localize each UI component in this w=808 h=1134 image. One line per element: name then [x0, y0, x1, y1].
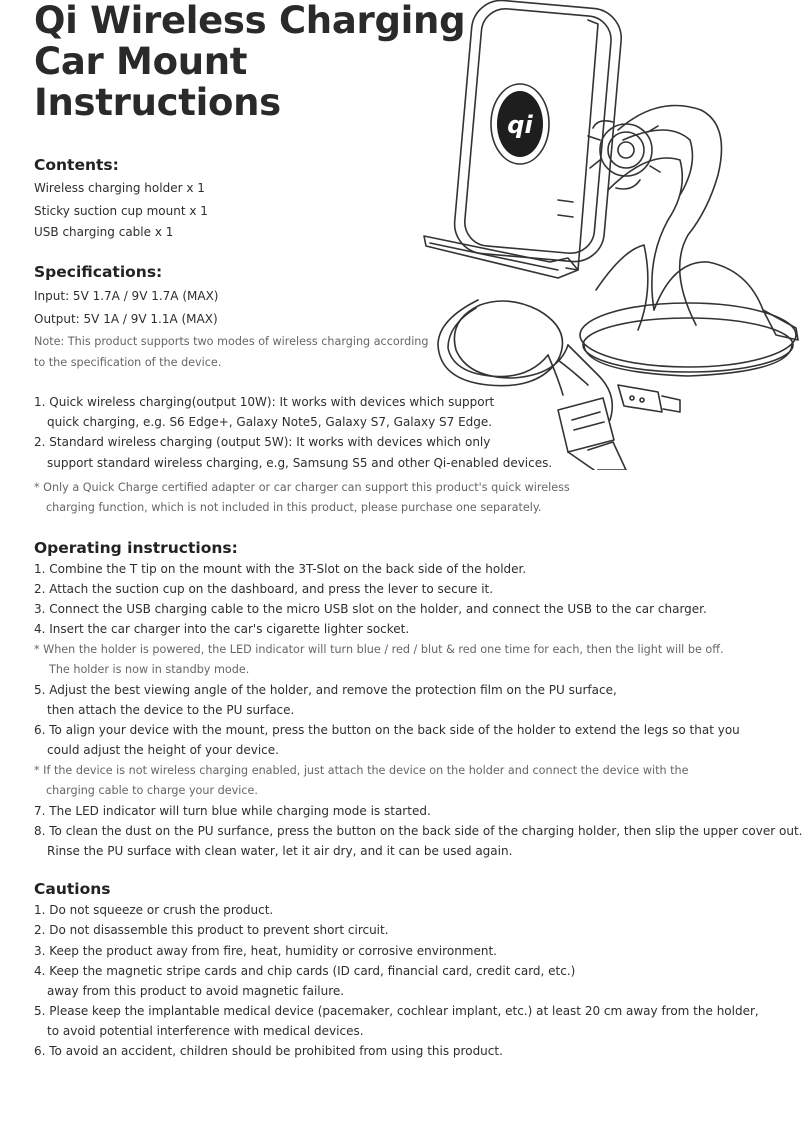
spec-note: Note: This product supports two modes of wireless charging according [34, 335, 429, 348]
spec-mode-2: 2. Standard wireless charging (output 5W): It works with devices which only [34, 435, 491, 449]
caution-item: 4. Keep the magnetic stripe cards and chip cards (ID card, financial card, credit card, etc.) [34, 964, 576, 978]
micro-usb-plug [618, 385, 680, 412]
operating-step-cont: then attach the device to the PU surface. [47, 703, 295, 717]
specifications-heading: Specifications: [34, 263, 163, 281]
spec-mode-1-cont: quick charging, e.g. S6 Edge+, Galaxy Note5, Galaxy S7, Galaxy S7 Edge. [47, 415, 493, 429]
contents-item: Wireless charging holder x 1 [34, 181, 205, 195]
qi-logo-text: qi [507, 111, 533, 139]
operating-step-cont: could adjust the height of your device. [47, 743, 279, 757]
caution-item: 6. To avoid an accident, children should be prohibited from using this product. [34, 1044, 503, 1058]
operating-heading: Operating instructions: [34, 539, 238, 557]
operating-step-cont: Rinse the PU surface with clean water, let it air dry, and it can be used again. [47, 844, 513, 858]
operating-step: 6. To align your device with the mount, press the button on the back side of the holder to extend the legs so that you [34, 723, 740, 737]
spec-mode-2-cont: support standard wireless charging, e.g, Samsung S5 and other Qi-enabled devices. [47, 456, 553, 470]
operating-step: 3. Connect the USB charging cable to the micro USB slot on the holder, and connect the USB to the car charger. [34, 602, 707, 616]
caution-item: 5. Please keep the implantable medical device (pacemaker, cochlear implant, etc.) at least 20 cm away from the holder, [34, 1004, 759, 1018]
caution-item-cont: to avoid potential interference with medical devices. [47, 1024, 364, 1038]
operating-step: 5. Adjust the best viewing angle of the holder, and remove the protection film on the PU surface, [34, 683, 617, 697]
operating-note-cont: charging cable to charge your device. [46, 784, 258, 797]
operating-note: * When the holder is powered, the LED indicator will turn blue / red / blut & red one time for each, then the light will be off. [34, 643, 724, 656]
operating-note: * If the device is not wireless charging enabled, just attach the device on the holder and connect the device with the [34, 764, 689, 777]
operating-step: 1. Combine the T tip on the mount with the 3T-Slot on the back side of the holder. [34, 562, 527, 576]
operating-step: 2. Attach the suction cup on the dashboard, and press the lever to secure it. [34, 582, 494, 596]
caution-item: 1. Do not squeeze or crush the product. [34, 903, 274, 917]
suction-cup-base [580, 303, 798, 376]
mount-arm [596, 106, 763, 331]
qi-logo-icon [491, 84, 549, 164]
operating-step: 7. The LED indicator will turn blue while charging mode is started. [34, 804, 431, 818]
page-title-line-1: Qi Wireless Charging [34, 0, 466, 42]
contents-heading: Contents: [34, 156, 119, 174]
page-title-line-2: Car Mount [34, 40, 248, 83]
spec-output: Output: 5V 1A / 9V 1.1A (MAX) [34, 312, 218, 326]
operating-note-cont: The holder is now in standby mode. [49, 663, 250, 676]
holder-foot [424, 236, 578, 278]
operating-step: 8. To clean the dust on the PU surfance, press the button on the back side of the charging holder, then slip the upper cover out. [34, 824, 803, 838]
operating-step: 4. Insert the car charger into the car's cigarette lighter socket. [34, 622, 410, 636]
spec-star-note: * Only a Quick Charge certified adapter or car charger can support this product's quick wireless [34, 481, 570, 494]
spec-star-note-cont: charging function, which is not included in this product, please purchase one separately. [46, 501, 542, 514]
contents-item: Sticky suction cup mount x 1 [34, 204, 208, 218]
caution-item: 2. Do not disassemble this product to prevent short circuit. [34, 923, 389, 937]
spec-mode-1: 1. Quick wireless charging(output 10W): It works with devices which support [34, 395, 495, 409]
contents-item: USB charging cable x 1 [34, 225, 174, 239]
cautions-heading: Cautions [34, 880, 111, 898]
page-title-line-3: Instructions [34, 81, 281, 124]
usb-a-plug [558, 398, 626, 470]
caution-item-cont: away from this product to avoid magnetic failure. [47, 984, 345, 998]
caution-item: 3. Keep the product away from fire, heat, humidity or corrosive environment. [34, 944, 497, 958]
spec-input: Input: 5V 1.7A / 9V 1.7A (MAX) [34, 289, 219, 303]
spec-note: to the specification of the device. [34, 356, 222, 369]
